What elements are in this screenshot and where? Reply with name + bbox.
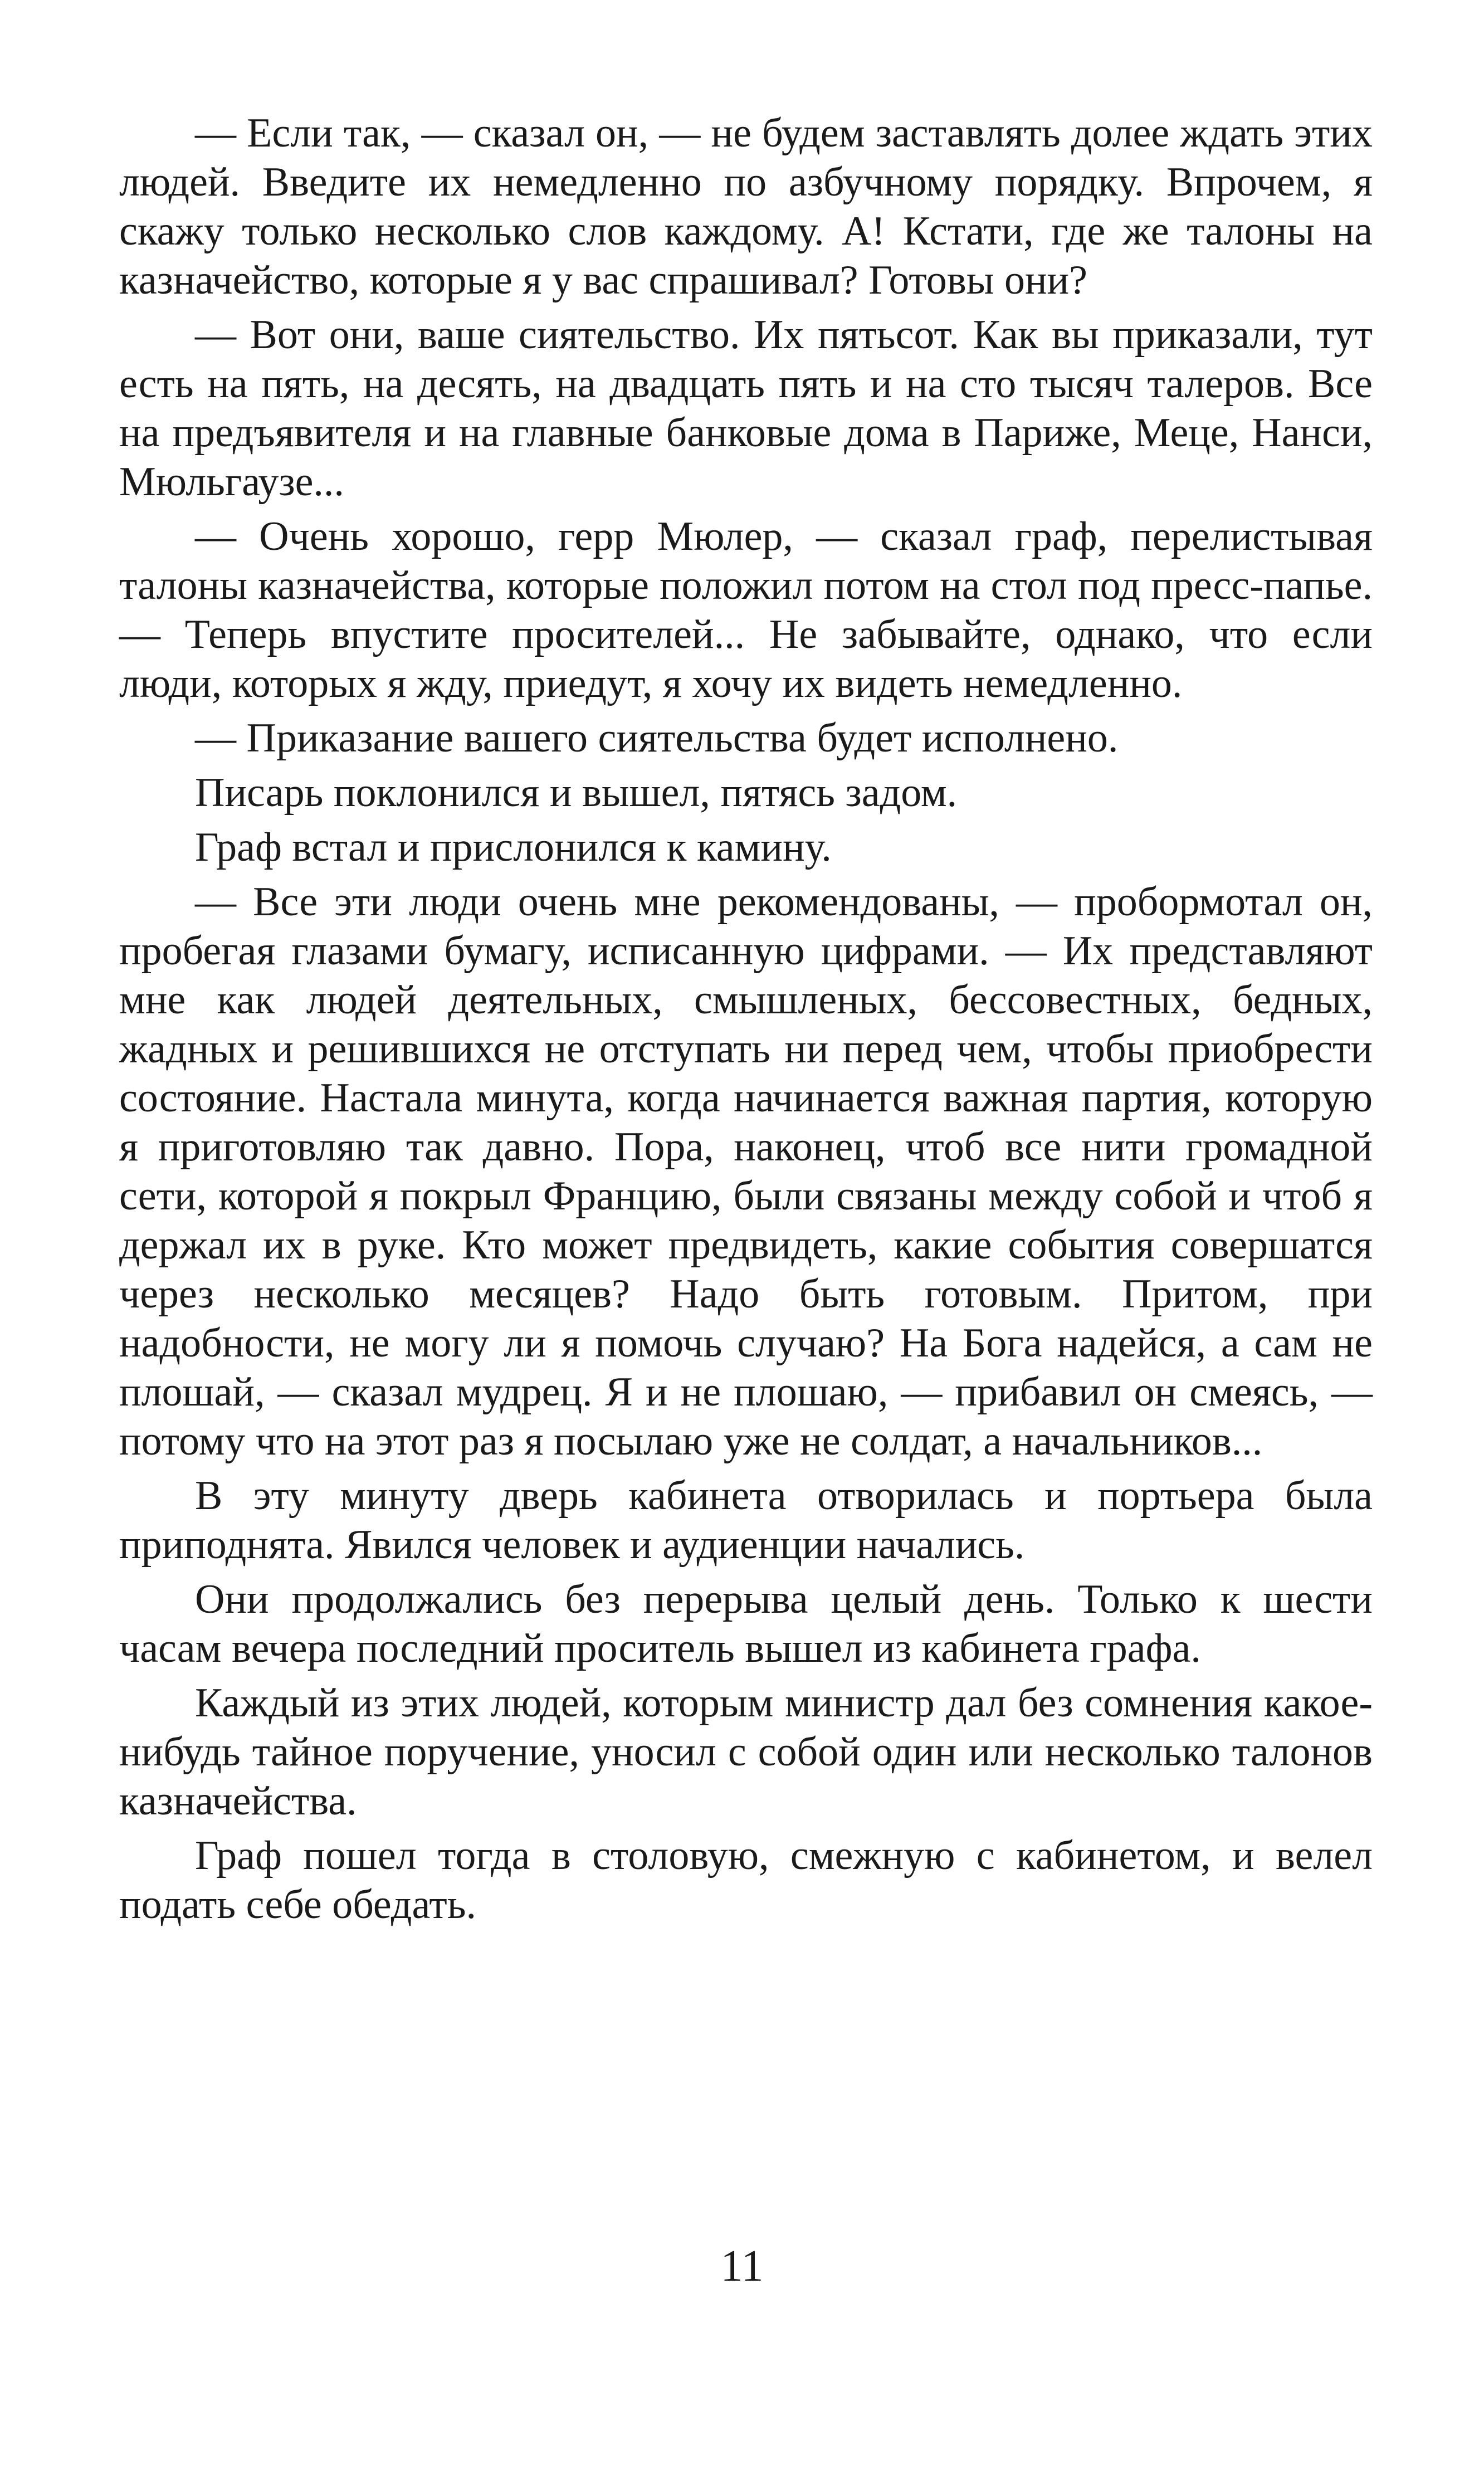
paragraph-10: Каждый из этих людей, которым министр дал без сомнения какое-нибудь тайное поручение, уносил с собой один или несколько талонов казначейства.: [119, 1680, 1373, 1824]
paragraph-6: Граф встал и прислонился к камину.: [195, 824, 832, 870]
paragraph-5: Писарь поклонился и вышел, пятясь задом.: [195, 770, 958, 816]
paragraph-11: Граф пошел тогда в столовую, смежную с кабинетом, и велел подать себе обедать.: [119, 1833, 1373, 1927]
paragraph-1: — Если так, — сказал он, — не будем заставлять долее ждать этих людей. Введите их немедленно по азбучному порядку. Впрочем, я скажу только несколько слов каждому. А! Кстати, где же талоны на казначейство, которые я у вас спрашивал? Готовы они?: [119, 110, 1373, 303]
page-body: [119, 109, 1373, 1935]
paragraph-9: Они продолжались без перерыва целый день. Только к шести часам вечера последний проситель вышел из кабинета графа.: [119, 1577, 1373, 1671]
paragraph-4: — Приказание вашего сиятельства будет исполнено.: [195, 715, 1119, 761]
paragraph-7: — Все эти люди очень мне рекомендованы, — пробормотал он, пробегая глазами бумагу, исписанную цифрами. — Их представляют мне как людей деятельных, смышленых, бессовестных, бедных, жадных и решившихся не отступать ни перед чем, чтобы приобрести состояние. Настала минута, когда начинается важная партия, которую я приготовляю так давно. Пора, наконец, чтоб все нити громадной сети, которой я покрыл Францию, были связаны между собой и чтоб я держал их в руке. Кто может предвидеть, какие события совершатся через несколько месяцев? Надо быть готовым. Притом, при надобности, не могу ли я помочь случаю? На Бога надейся, а сам не плошай, — сказал мудрец. Я и не плошаю, — прибавил он смеясь, — потому что на этот раз я посылаю уже не солдат, а начальников...: [119, 879, 1373, 1464]
page-number: 11: [720, 2242, 764, 2291]
paragraph-3: — Очень хорошо, герр Мюлер, — сказал граф, перелистывая талоны казначейства, которые положил потом на стол под пресс-папье. — Теперь впустите просителей... Не забывайте, однако, что если люди, которых я жду, приедут, я хочу их видеть немедленно.: [119, 514, 1373, 706]
paragraph-2: — Вот они, ваше сиятельство. Их пятьсот. Как вы приказали, тут есть на пять, на десять, на двадцать пять и на сто тысяч талеров. Все на предъявителя и на главные банковые дома в Париже, Меце, Нанси, Мюльгаузе...: [119, 312, 1373, 505]
paragraph-8: В эту минуту дверь кабинета отворилась и портьера была приподнята. Явился человек и аудиенции начались.: [119, 1473, 1373, 1568]
